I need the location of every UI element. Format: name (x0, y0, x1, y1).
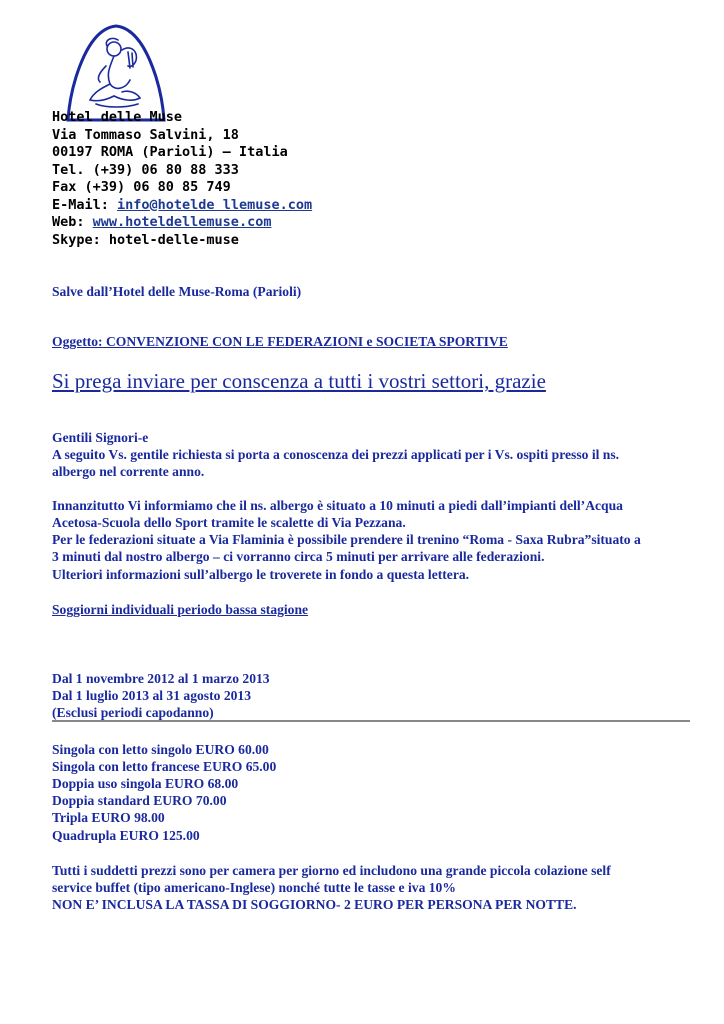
hotel-skype: Skype: hotel-delle-muse (52, 231, 239, 248)
hotel-city: 00197 ROMA (Parioli) – Italia (52, 144, 288, 160)
info-line: Per le federazioni situate a Via Flaminia è possibile prendere il trenino “Roma - Saxa Rubra”situato a (52, 532, 641, 547)
email-link[interactable]: info@hotelde llemuse.com (117, 196, 313, 213)
hotel-fax: Fax (+39) 06 80 85 749 (52, 179, 231, 195)
note-line: NON E’ INCLUSA LA TASSA DI SOGGIORNO- 2 EURO PER PERSONA PER NOTTE. (52, 897, 577, 912)
info-line: Ulteriori informazioni sull’albergo le troverete in fondo a questa lettera. (52, 567, 470, 582)
period-line: (Esclusi periodi capodanno) (52, 705, 214, 720)
note-line: Tutti i suddetti prezzi sono per camera per giorno ed includono una grande piccola colazione self (52, 863, 611, 878)
email-label: E-Mail: (52, 196, 118, 213)
greeting: Salve dall’Hotel delle Muse-Roma (Parioli) (52, 284, 302, 299)
hotel-contact-block (52, 109, 312, 249)
intro-line: albergo nel corrente anno. (52, 464, 205, 479)
request-heading: Si prega inviare per conscenza a tutti i vostri settori, grazie (52, 369, 546, 393)
price-line: Singola con letto francese EURO 65.00 (52, 759, 277, 774)
hotel-web-line (52, 214, 312, 232)
price-line: Quadrupla EURO 125.00 (52, 828, 200, 843)
period-line: Dal 1 luglio 2013 al 31 agosto 2013 (52, 688, 252, 703)
web-label: Web: (52, 214, 93, 230)
price-line: Doppia standard EURO 70.00 (52, 793, 227, 808)
section-title: Soggiorni individuali periodo bassa stagione (52, 602, 309, 617)
intro-line: A seguito Vs. gentile richiesta si porta a conoscenza dei prezzi applicati per i Vs. ospiti presso il ns. (52, 447, 620, 462)
hotel-email-line (52, 197, 312, 215)
info-line: Innanzitutto Vi informiamo che il ns. albergo è situato a 10 minuti a piedi dall’impianti dell’Acqua (52, 498, 623, 513)
note-line: service buffet (tipo americano-Inglese) nonché tutte le tasse e iva 10% (52, 880, 456, 895)
price-line: Doppia uso singola EURO 68.00 (52, 776, 239, 791)
divider (52, 720, 690, 722)
web-link[interactable]: www.hoteldellemuse.com (92, 214, 272, 230)
hotel-name: Hotel delle Muse (52, 109, 183, 125)
hotel-address: Via Tommaso Salvini, 18 (52, 126, 239, 143)
hotel-phone: Tel. (+39) 06 80 88 333 (52, 161, 239, 178)
price-line: Tripla EURO 98.00 (52, 810, 165, 825)
price-line: Singola con letto singolo EURO 60.00 (52, 742, 269, 757)
subject-line: Oggetto: CONVENZIONE CON LE FEDERAZIONI e SOCIETA SPORTIVE (52, 334, 508, 349)
info-line: Acetosa-Scuola dello Sport tramite le scalette di Via Pezzana. (52, 515, 406, 530)
info-line: 3 minuti dal nostro albergo – ci vorranno circa 5 minuti per arrivare alle federazioni. (52, 549, 545, 564)
period-line: Dal 1 novembre 2012 al 1 marzo 2013 (52, 671, 270, 686)
salutation: Gentili Signori-e (52, 430, 149, 445)
